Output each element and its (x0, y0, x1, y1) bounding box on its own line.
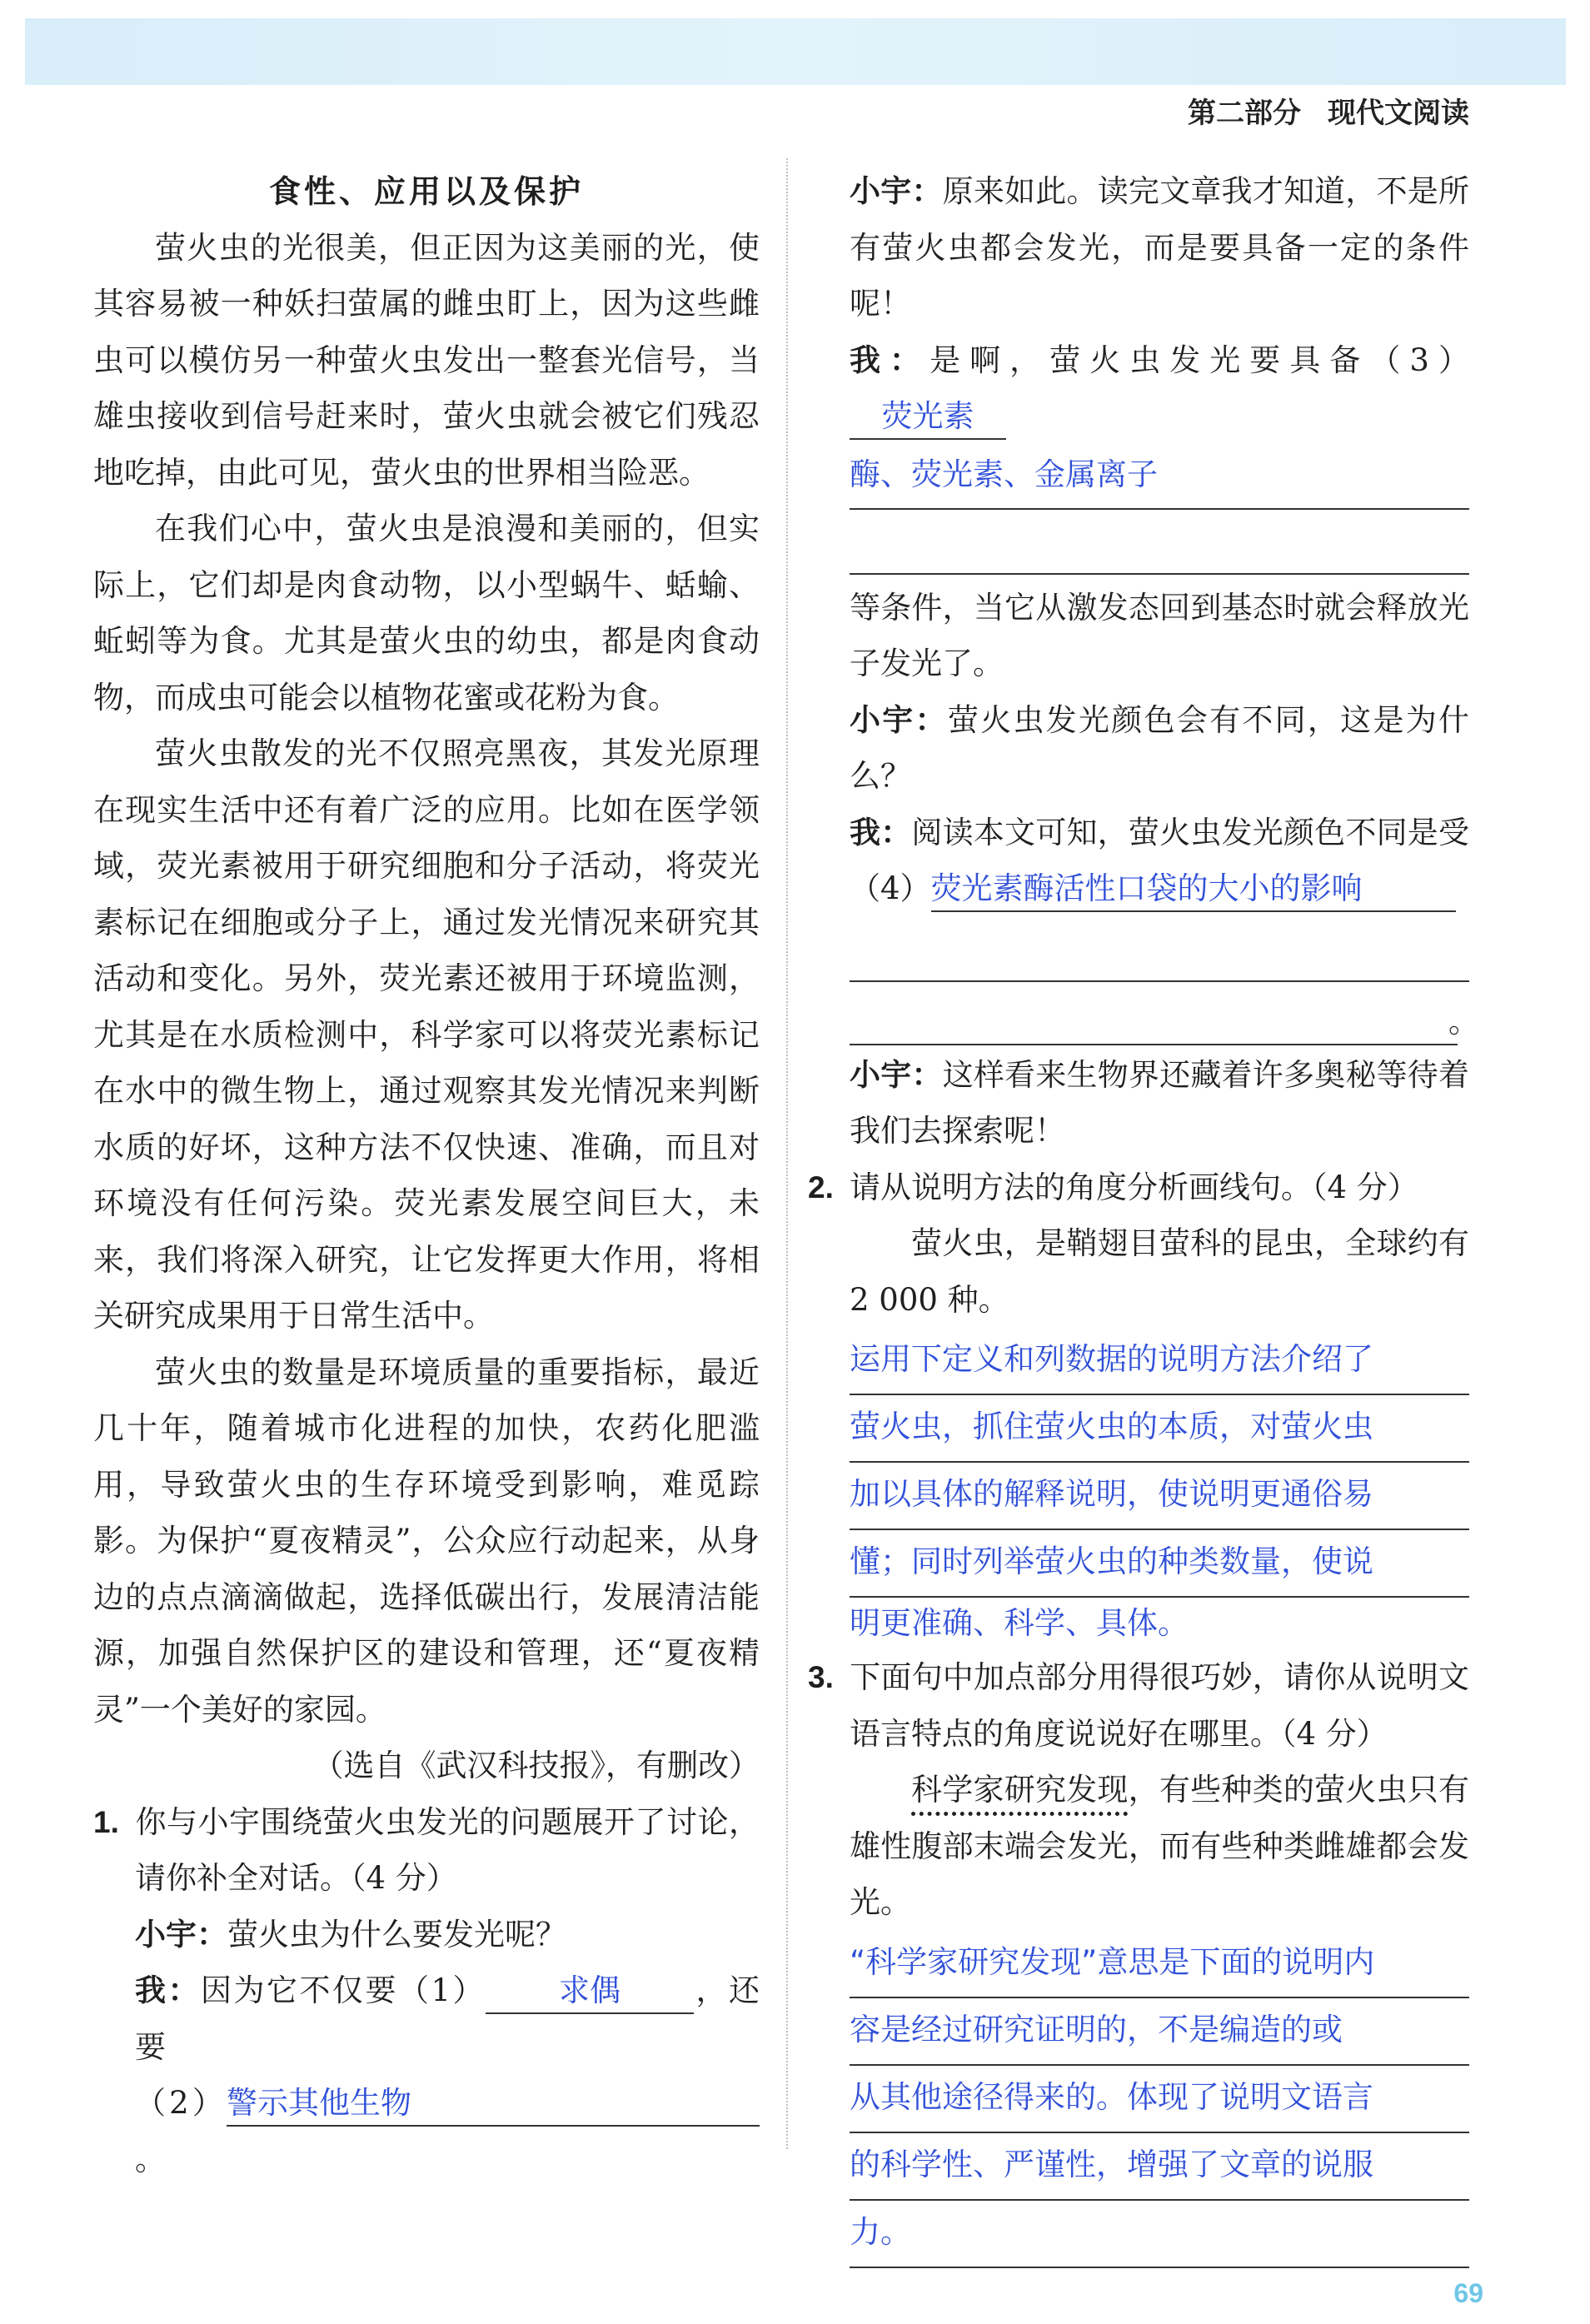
answer-line[interactable]: 明更准确、科学、具体。 (850, 1605, 1189, 1641)
question-1-prompt: 你与小宇围绕萤火虫发光的问题展开了讨论，请你补全对话。（4 分） (135, 1803, 760, 1896)
dialogue-line (850, 332, 1469, 445)
period: 。 (1448, 1003, 1479, 1040)
dialogue-line (850, 163, 1469, 332)
answer-line[interactable]: “科学家研究发现”意思是下面的说明内 (850, 1931, 1469, 1998)
dialogue-line (850, 580, 1469, 692)
speaker-me: 我： (135, 1972, 201, 2008)
article-title: 食性、应用以及保护 (268, 172, 584, 210)
article-source: （选自《武汉科技报》，有删改） (312, 1748, 760, 1783)
answer-line[interactable]: 力。 (850, 2201, 1469, 2268)
dialogue-line (135, 1962, 760, 2075)
speaker-xiaoyu: 小宇： (850, 173, 943, 209)
me-line-1a: 因为它不仅要（1） (201, 1972, 486, 2008)
answer-blank-1[interactable]: 求偶 (486, 1969, 694, 2014)
speaker-xiaoyu: 小宇： (850, 1056, 943, 1093)
answer-line[interactable]: 的科学性、严谨性，增强了文章的说服 (850, 2133, 1469, 2201)
me-line-1b: ，还要 (135, 1972, 760, 2065)
question-2-number: 2. (808, 1169, 834, 1204)
answer-blank-3c[interactable] (850, 510, 1469, 575)
question-1-dialogue-part1 (93, 1907, 760, 2188)
question-2 (808, 1160, 1469, 1216)
xiaoyu-line-1: 萤火虫为什么要发光呢？ (227, 1916, 566, 1952)
answer-blank-2[interactable]: 警示其他生物 (227, 2082, 760, 2127)
me-line-2a: 是啊，萤火虫发光要具备（3） (930, 342, 1469, 378)
dialogue-line (135, 2075, 760, 2187)
xiaoyu-line-3: 萤火虫发光颜色会有不同，这是为什么？ (850, 701, 1470, 794)
period: 。 (135, 2141, 166, 2177)
right-column (808, 163, 1479, 2268)
me-line-2b: 等条件，当它从激发态回到基态时就会释放光子发光了。 (850, 589, 1469, 681)
header-part: 第二部分 (1188, 97, 1301, 130)
question-1-dialogue-part2 (850, 163, 1479, 1160)
header-section: 现代文阅读 (1328, 97, 1469, 130)
answer-line[interactable]: 运用下定义和列数据的说明方法介绍了 (850, 1328, 1469, 1395)
article-paragraph-2: 在我们心中，萤火虫是浪漫和美丽的，但实际上，它们却是肉食动物，以小型蜗牛、蛞蝓、蚯蚓等为食。尤其是萤火虫的幼虫，都是肉食动物，而成虫可能会以植物花蜜或花粉为食。 (93, 511, 760, 716)
header-band (25, 18, 1566, 85)
speaker-xiaoyu: 小宇： (850, 701, 948, 738)
question-3-number: 3. (808, 1660, 834, 1694)
article-paragraph-1: 萤火虫的光很美，但正因为这美丽的光，使其容易被一种妖扫萤属的雌虫盯上，因为这些雌虫可以模仿另一种萤火虫发出一整套光信号，当雄虫接收到信号赶来时，萤火虫就会被它们残忍地吃掉，由此可见，萤火虫的世界相当险恶。 (93, 229, 760, 491)
dialogue-line (850, 982, 1479, 1047)
answer-blank-3a[interactable]: 荧光素 (850, 395, 1006, 440)
answer-line[interactable]: 萤火虫，抓住萤火虫的本质，对萤火虫 (850, 1395, 1469, 1463)
left-column (93, 163, 760, 2187)
question-3-prompt: 下面句中加点部分用得很巧妙，请你从说明文语言特点的角度说说好在哪里。（4 分） (850, 1659, 1469, 1752)
article-paragraph-3: 萤火虫散发的光不仅照亮黑夜，其发光原理在现实生活中还有着广泛的应用。比如在医学领域，荧光素被用于研究细胞和分子活动，将荧光素标记在细胞或分子上，通过发光情况来研究其活动和变化。另外，荧光素还被用于环境监测，尤其是在水质检测中，科学家可以将荧光素标记在水中的微生物上，通过观察其发光情况来判断水质的好坏，这种方法不仅快速、准确，而且对环境没有任何污染。荧光素发展空间巨大，未来，我们将深入研究，让它发挥更大作用，将相关研究成果用于日常生活中。 (93, 736, 760, 1334)
question-3-quote (850, 1762, 1469, 1931)
speaker-xiaoyu: 小宇： (135, 1916, 227, 1952)
answer-line[interactable]: 加以具体的解释说明，使说明更通俗易 (850, 1463, 1469, 1530)
me-line-1c: （2） (135, 2085, 227, 2121)
dialogue-line (850, 692, 1469, 805)
dotted-phrase: 科学家研究发现 (911, 1772, 1129, 1808)
answer-blank-4c[interactable] (850, 982, 1458, 1045)
xiaoyu-line-2: 原来如此。读完文章我才知道，不是所有萤火虫都会发光，而是要具备一定的条件呢！ (850, 173, 1470, 322)
speaker-me: 我： (850, 342, 930, 378)
article-paragraph-4: 萤火虫的数量是环境质量的重要指标，最近几十年，随着城市化进程的加快，农药化肥滥用，导致萤火虫的生存环境受到影响，难觅踪影。为保护“夏夜精灵”，公众应行动起来，从身边的点点滴滴做起，选择低碳出行，发展清洁能源，加强自然保护区的建设和管理，还“夏夜精灵”一个美好的家园。 (93, 1354, 760, 1728)
answer-line[interactable]: 容是经过研究证明的，不是编造的或 (850, 1998, 1469, 2066)
dialogue-line (135, 1907, 760, 1963)
section-header (1188, 90, 1469, 131)
column-divider (786, 158, 788, 2149)
answer-blank-4[interactable]: 荧光素酶活性口袋的大小的影响 (931, 867, 1456, 912)
question-1 (93, 1794, 760, 1907)
dialogue-line (850, 1047, 1469, 1160)
question-3 (808, 1649, 1469, 1762)
question-2-answer (850, 1328, 1469, 1649)
speaker-me: 我： (850, 814, 912, 850)
answer-blank-3b[interactable]: 酶、荧光素、金属离子 (850, 445, 1469, 510)
question-2-quote: 萤火虫，是鞘翅目萤科的昆虫，全球约有 2 000 种。 (850, 1225, 1469, 1318)
answer-blank-4b[interactable] (850, 917, 1469, 982)
question-3-answer (850, 1931, 1469, 2268)
dialogue-line (850, 805, 1469, 917)
me-line-3a: 阅读本文可知，萤火虫发光颜色不同是受（4） (850, 814, 1469, 906)
quote-rest: ，有些种类的萤火虫只有雄性腹部末端会发光，而有些种类雌雄都会发光。 (850, 1772, 1470, 1920)
answer-line[interactable]: 从其他途径得来的。体现了说明文语言 (850, 2066, 1469, 2133)
page-number: 69 (1453, 2278, 1483, 2308)
question-1-number: 1. (93, 1804, 119, 1839)
xiaoyu-line-4: 这样看来生物界还藏着许多奥秘等待着我们去探索呢！ (850, 1056, 1470, 1149)
answer-line[interactable]: 懂；同时列举萤火虫的种类数量，使说 (850, 1530, 1469, 1598)
question-2-prompt: 请从说明方法的角度分析画线句。（4 分） (850, 1169, 1418, 1205)
